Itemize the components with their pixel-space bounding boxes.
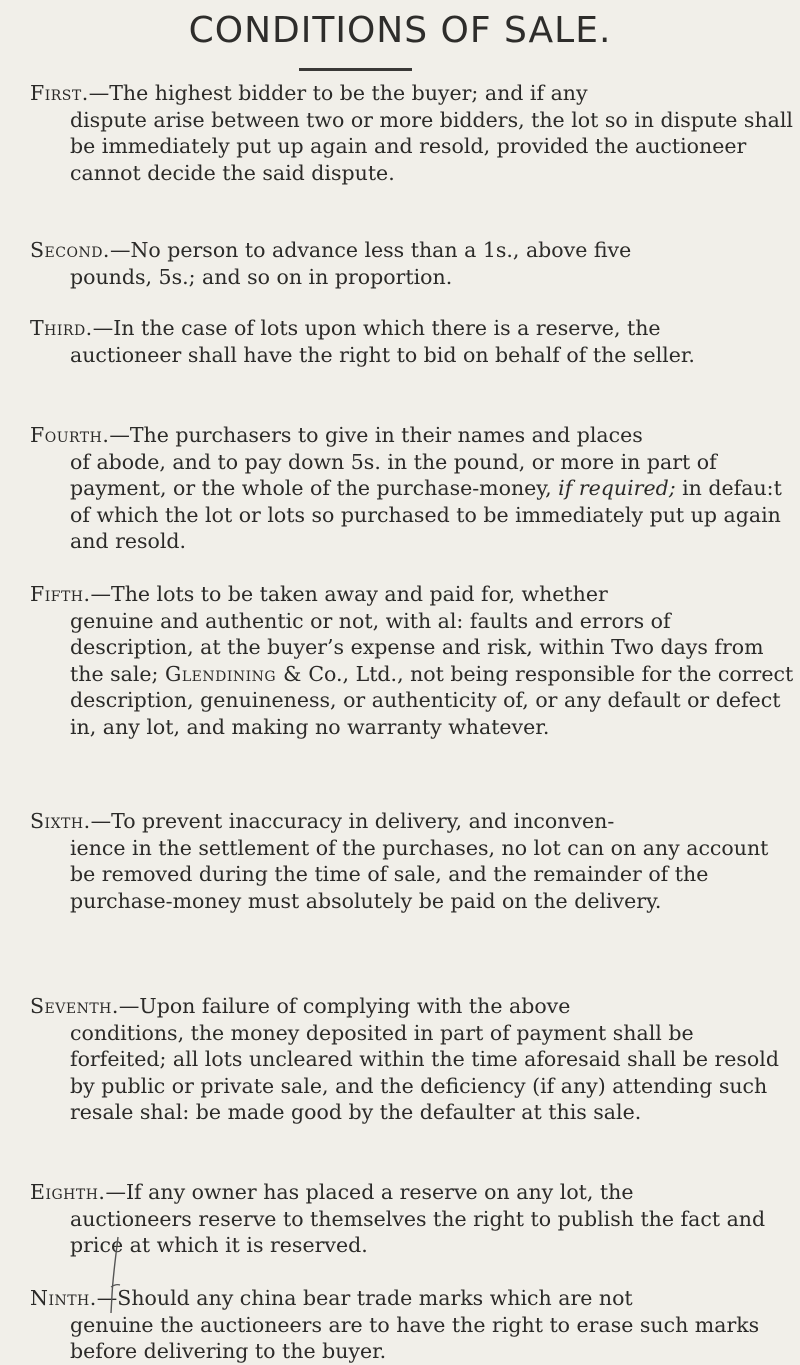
clause-first-line [30,808,795,835]
clause-second [30,237,795,290]
clause-first-line [30,237,795,264]
clause-body: genuine the auctioneers are to have the right to erase such marks before delivering to the buyer. [70,1312,760,1363]
clause-seventh [30,993,795,1126]
clause-body: ience in the settlement of the purchases, no lot can on any account be removed during the time of sale, and the remainder of the purchase-money must absolutely be paid on the delivery. [70,835,769,913]
clause-ordinal: Ninth. [30,1286,97,1310]
clause-eighth [30,1179,795,1259]
clause-first-line [30,581,795,608]
clause-lead: —No person to advance less than a 1s., above five [109,238,632,262]
clause-lead: —In the case of lots upon which there is a reserve, the [92,316,661,340]
clause-ordinal: Sixth. [30,809,91,833]
clause-lead: —If any owner has placed a reserve on any lot, the [105,1180,634,1204]
clause-ordinal: Second. [30,238,110,262]
clause-first-line [30,80,795,107]
clause-fifth [30,581,795,740]
clause-body-part: genuine and authentic or not, with al: faults and errors of description, at the buyer’s expense and risk, within Two days from the sale; [70,608,764,686]
clause-fourth [30,422,795,555]
page-title: CONDITIONS OF SALE. [188,10,612,51]
clause-body-part: of abode, and to pay down 5s. in the pound, or more in part of payment, or the whole of the purchase-money, [70,449,717,500]
clause-body: pounds, 5s.; and so on in proportion. [70,264,453,289]
clause-ordinal: Fourth. [30,423,110,447]
clause-third [30,315,795,368]
clause-body-emphasis: if required; [558,476,676,500]
clause-ordinal: Seventh. [30,994,119,1018]
clause-lead: —The lots to be taken away and paid for, whether [90,582,608,606]
clause-first-line [30,422,795,449]
title-underline [299,68,412,71]
clause-body: auctioneers reserve to themselves the right to publish the fact and price at which it is reserved. [70,1206,766,1257]
clause-ordinal: Fifth. [30,582,91,606]
clause-sixth [30,808,795,914]
clause-body: dispute arise between two or more bidders, the lot so in dispute shall be immediately put up again and resold, provided the auctioneer cannot decide the said dispute. [70,107,793,185]
clause-body: auctioneer shall have the right to bid on behalf of the seller. [70,342,695,367]
clause-body: conditions, the money deposited in part of payment shall be forfeited; all lots uncleared within the time aforesaid shall be resold by public or private sale, and the deficiency (if any) attending such resale shal: be made good by the defaulter at this sale. [70,1020,779,1124]
clause-ordinal: First. [30,81,89,105]
clause-first-line [30,1179,795,1206]
clause-lead: —The purchasers to give in their names and places [109,423,643,447]
clause-ordinal: Eighth. [30,1180,106,1204]
clause-lead: —The highest bidder to be the buyer; and if any [88,81,588,105]
clause-body [30,449,795,555]
clause-lead: —Should any china bear trade marks which are not [96,1286,633,1310]
pencil-mark [108,1235,122,1315]
clause-ordinal: Third. [30,316,93,340]
clause-body [30,608,795,741]
clause-lead: —To prevent inaccuracy in delivery, and inconven- [90,809,615,833]
clause-ninth [30,1285,795,1365]
clause-first-line [30,993,795,1020]
clause-first-line [30,1285,795,1312]
clause-body-part: in defau:t of which the lot or lots so purchased to be immediately put up again and resold. [70,476,782,553]
firm-name: Glendining & [164,661,302,686]
clause-first [30,80,795,186]
clause-first-line [30,315,795,342]
clause-body-part: Co., Ltd., not being responsible for the correct description, genuineness, or authenticity of, or any default or defect in, any lot, and making no warranty whatever. [70,661,794,739]
clause-lead: —Upon failure of complying with the above [118,994,571,1018]
